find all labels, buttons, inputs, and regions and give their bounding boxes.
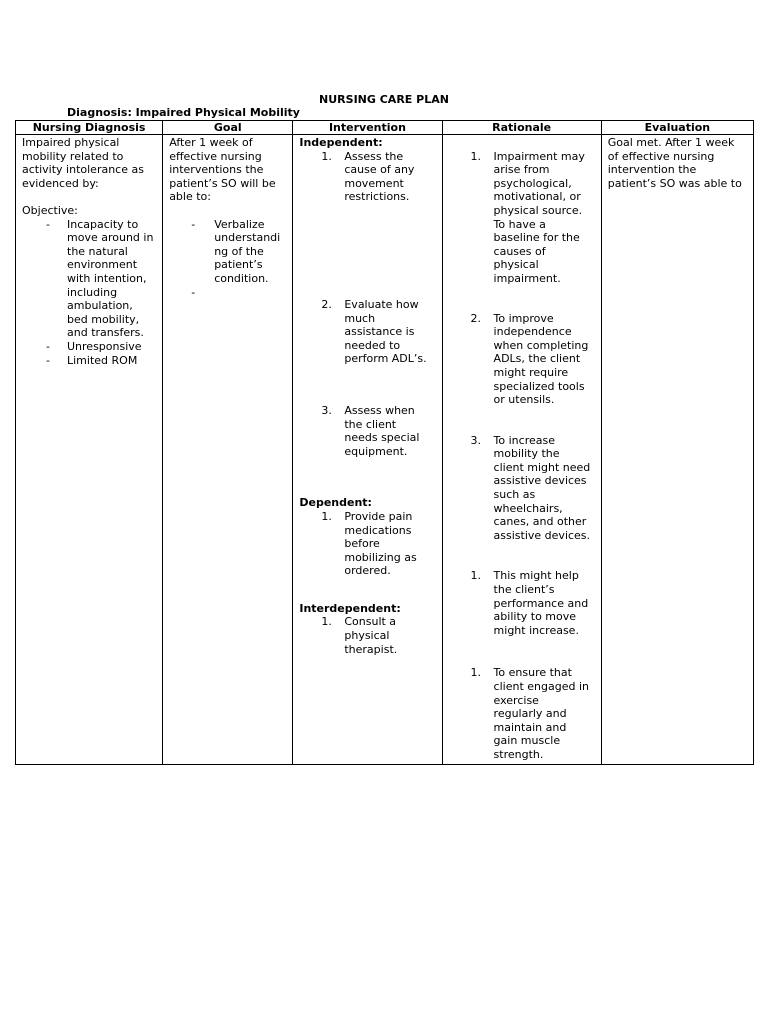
- item-line: Impairment may: [493, 149, 585, 163]
- bullet-line: Incapacity to: [67, 217, 139, 231]
- item-line: motivational, or: [493, 190, 581, 204]
- intervention-item: [299, 150, 435, 204]
- item-line: Consult a: [344, 615, 397, 629]
- item-number: 1.: [470, 569, 482, 583]
- objective-bullet: [22, 218, 156, 340]
- item-line: assistance is: [344, 325, 415, 339]
- header-nursing-diagnosis: Nursing Diagnosis: [16, 121, 163, 135]
- rationale-item: [449, 312, 595, 407]
- bullet-line: the natural: [67, 244, 128, 258]
- care-plan-table: [15, 120, 754, 765]
- item-line: assistive devices: [493, 474, 587, 488]
- item-line: impairment.: [493, 271, 561, 285]
- evaluation-line: of effective nursing: [607, 149, 715, 163]
- item-line: To increase: [493, 433, 555, 447]
- item-line: perform ADL’s.: [344, 352, 427, 366]
- item-line: wheelchairs,: [493, 501, 563, 515]
- item-line: arise from: [493, 163, 550, 177]
- goal-bullet: [169, 218, 286, 286]
- table-row: [16, 135, 754, 765]
- item-line: restrictions.: [344, 190, 410, 204]
- goal-bullet: [169, 286, 286, 300]
- bullet-line: with intention,: [67, 271, 147, 285]
- dash-marker: -: [191, 285, 196, 299]
- goal-line: able to:: [169, 190, 211, 204]
- item-line: To ensure that: [493, 666, 572, 680]
- bullet-line: bed mobility,: [67, 312, 140, 326]
- item-line: physical: [344, 629, 390, 643]
- bullet-line: environment: [67, 258, 138, 272]
- diagnosis-line: evidenced by:: [22, 176, 99, 190]
- bullet-line: Limited ROM: [67, 353, 138, 367]
- rationale-item: [449, 150, 595, 286]
- goal-line: interventions the: [169, 163, 264, 177]
- document-title: NURSING CARE PLAN: [319, 93, 449, 106]
- item-line: much: [344, 311, 376, 325]
- item-line: physical source.: [493, 203, 583, 217]
- item-number: 1.: [470, 149, 482, 163]
- item-line: strength.: [493, 747, 544, 761]
- item-line: Assess when: [344, 403, 415, 417]
- bullet-line: move around in: [67, 231, 154, 245]
- item-number: 1.: [321, 149, 332, 163]
- dash-marker: -: [46, 353, 50, 367]
- item-line: might increase.: [493, 623, 579, 637]
- item-number: 2.: [321, 297, 332, 311]
- rationale-cell: [442, 135, 601, 765]
- objective-bullet: [22, 340, 156, 354]
- header-evaluation: Evaluation: [601, 121, 753, 135]
- bullet-line: including: [67, 285, 118, 299]
- item-number: 1.: [470, 666, 482, 680]
- bullet-line: Verbalize: [214, 217, 265, 231]
- item-line: exercise: [493, 693, 539, 707]
- item-line: movement: [344, 176, 404, 190]
- item-line: baseline for the: [493, 231, 580, 245]
- intervention-item: [299, 298, 435, 366]
- goal-line: effective nursing: [169, 149, 262, 163]
- item-line: before: [344, 537, 380, 551]
- rationale-item: [449, 434, 595, 543]
- interdependent-label: Interdependent:: [299, 601, 401, 615]
- item-line: might require: [493, 365, 569, 379]
- dash-marker: -: [191, 217, 196, 231]
- item-line: needs special: [344, 431, 420, 445]
- item-line: performance and: [493, 596, 589, 610]
- rationale-item: [449, 666, 595, 761]
- independent-label: Independent:: [299, 136, 383, 149]
- item-number: 1.: [321, 615, 332, 629]
- intervention-item: [299, 615, 435, 656]
- evaluation-line: patient’s SO was able to: [607, 176, 742, 190]
- bullet-line: ng of the: [214, 244, 264, 258]
- item-line: To improve: [493, 311, 554, 325]
- item-line: regularly and: [493, 707, 567, 721]
- bullet-line: condition.: [214, 271, 269, 285]
- bullet-line: and transfers.: [67, 326, 144, 340]
- intervention-item: [299, 510, 435, 578]
- diagnosis-heading: Diagnosis: Impaired Physical Mobility: [67, 106, 300, 119]
- item-line: mobility the: [493, 447, 560, 461]
- item-line: the client: [344, 417, 397, 431]
- bullet-line: patient’s: [214, 258, 263, 272]
- item-line: equipment.: [344, 444, 408, 458]
- bullet-line: [214, 286, 286, 300]
- goal-line: After 1 week of: [169, 136, 253, 149]
- item-line: the client’s: [493, 583, 555, 597]
- item-line: when completing: [493, 338, 589, 352]
- intervention-cell: [293, 135, 442, 765]
- bullet-line: Unresponsive: [67, 339, 142, 353]
- item-line: canes, and other: [493, 515, 587, 529]
- item-line: specialized tools: [493, 379, 585, 393]
- item-line: gain muscle: [493, 734, 561, 748]
- evaluation-cell: [601, 135, 753, 765]
- item-line: Assess the: [344, 149, 404, 163]
- item-line: Provide pain: [344, 509, 413, 523]
- item-line: ability to move: [493, 610, 577, 624]
- item-number: 3.: [470, 433, 482, 447]
- item-line: physical: [493, 258, 539, 272]
- item-number: 1.: [321, 509, 332, 523]
- item-line: assistive devices.: [493, 528, 591, 542]
- item-line: This might help: [493, 569, 579, 583]
- item-line: causes of: [493, 244, 546, 258]
- header-rationale: Rationale: [442, 121, 601, 135]
- table-header-row: [16, 121, 754, 135]
- diagnosis-line: mobility related to: [22, 149, 124, 163]
- item-line: such as: [493, 488, 536, 502]
- item-line: mobilizing as: [344, 550, 417, 564]
- item-line: medications: [344, 523, 412, 537]
- header-goal: Goal: [163, 121, 293, 135]
- item-line: client might need: [493, 460, 591, 474]
- item-line: needed to: [344, 338, 401, 352]
- goal-cell: [163, 135, 293, 765]
- item-line: Evaluate how: [344, 297, 419, 311]
- item-line: To have a: [493, 217, 546, 231]
- intervention-item: [299, 404, 435, 458]
- dash-marker: -: [46, 339, 50, 353]
- item-line: psychological,: [493, 176, 572, 190]
- dependent-label: Dependent:: [299, 496, 372, 510]
- evaluation-line: intervention the: [607, 163, 697, 177]
- item-line: independence: [493, 325, 572, 339]
- diagnosis-line: Impaired physical: [22, 136, 120, 149]
- header-intervention: Intervention: [293, 121, 442, 135]
- dash-marker: -: [46, 217, 50, 231]
- item-line: cause of any: [344, 163, 415, 177]
- item-line: maintain and: [493, 720, 567, 734]
- evaluation-line: Goal met. After 1 week: [607, 136, 735, 149]
- objective-label: Objective:: [22, 203, 78, 217]
- item-line: ordered.: [344, 564, 391, 578]
- item-line: therapist.: [344, 642, 398, 656]
- nursing-diagnosis-cell: [16, 135, 163, 765]
- item-number: 3.: [321, 403, 332, 417]
- item-line: client engaged in: [493, 680, 589, 693]
- rationale-item: [449, 569, 595, 637]
- item-line: or utensils.: [493, 393, 555, 407]
- goal-line: patient’s SO will be: [169, 176, 276, 190]
- bullet-line: understandi: [214, 231, 281, 245]
- bullet-line: ambulation,: [67, 299, 133, 313]
- objective-bullet: [22, 354, 156, 368]
- item-number: 2.: [470, 311, 482, 325]
- item-line: ADLs, the client: [493, 352, 581, 366]
- diagnosis-line: activity intolerance as: [22, 163, 144, 177]
